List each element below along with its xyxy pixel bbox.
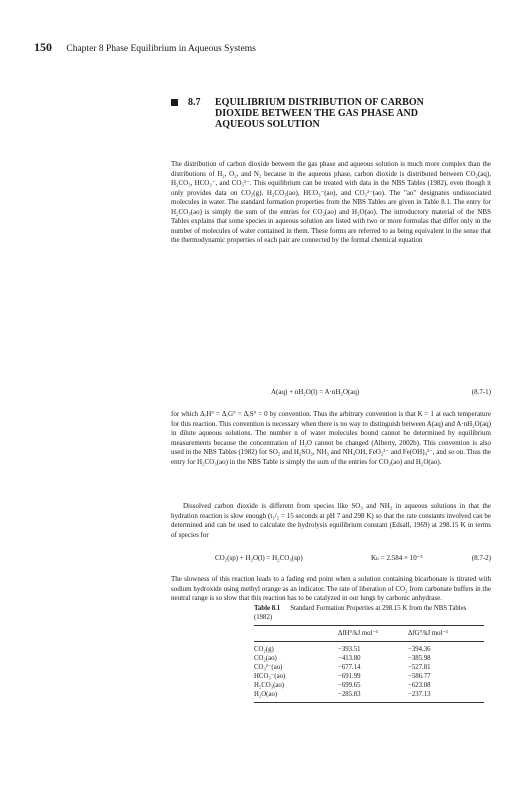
table-cell: −285.83	[338, 691, 361, 698]
table-cell: −691.99	[338, 673, 361, 680]
table-row	[254, 690, 484, 699]
table-header: ΔfG°/kJ mol⁻¹	[408, 630, 449, 637]
table-row	[254, 645, 484, 654]
table-cell: −586.77	[408, 673, 431, 680]
table-caption	[254, 604, 484, 622]
paragraph-4: The slowness of this reaction leads to a fading end point when a solution containing bicarbonate is titrated with sodium hydroxide using methyl orange as an indicator. The rate of liberation of CO₂ from carbonate buffers in the neutral range is so slow that this reaction has to be catalyzed in our lungs by carbonic anhydrase.	[171, 575, 491, 602]
table-cell: CO₃²⁻(ao)	[254, 664, 283, 671]
paragraph-2: for which ΔᵣH° = ΔᵣG° = ΔᵣS° = 0 by convention. Thus the arbitrary convention is that K = 1 at each temperature for this reaction. This convention is necessary when there is no way to distinguish between A(aq) and A·nH₂O(aq) in dilute aqueous solutions. The number n of water molecules bound cannot be determined by equilibrium measurements because the concentration of H₂O cannot be changed (Alberty, 2002b). This convention is also used in the NBS Tables (1982) for SO₂ and H₂SO₃, NH₃ and NH₄OH, FeO₂²⁻ and Fe(OH)₄²⁻, and so on. Thus the entry for H₂CO₃(ao) in the NBS Table is simply the sum of the entries for CO₂(ao) and H₂O(ao).	[171, 410, 491, 466]
paragraph-1: The distribution of carbon dioxide between the gas phase and aqueous solution is much more complex than the distributions of H₂, O₂, and N₂ because in the aqueous phase, carbon dioxide is distributed between CO₂(aq), H₂CO₃, HCO₃⁻, and CO₃²⁻. This equilibrium can be treated with data in the NBS Tables (1982), even though it only provides data on CO₂(g), H₂CO₃(ao), HCO₃⁻(ao), and CO₃²⁻(ao). The "ao" designates undissociated molecules in water. The standard formation properties from the NBS Tables are given in Table 8.1. The entry for H₂CO₃(ao) is simply the sum of the entries for CO₂(ao) and H₂O(ao). The introductory material of the NBS Tables explains that some species in aqueous solution are listed with two or more formulas that differ only in the number of molecules of water contained in them. These forms are referred to as being equivalent in the sense that the thermodynamic properties of each pair are connected by the formal chemical equation	[171, 160, 491, 244]
table-caption-text: Standard Formation Properties at 298.15 K from the NBS Tables (1982)	[254, 605, 467, 621]
table-row	[254, 654, 484, 663]
table-cell: HCO₃⁻(ao)	[254, 673, 286, 680]
table-header: ΔfH°/kJ mol⁻¹	[338, 630, 379, 637]
table-header-rule	[254, 641, 484, 642]
table-cell: −394.36	[408, 646, 431, 653]
table-cell: −385.98	[408, 655, 431, 662]
table-row	[254, 681, 484, 690]
paragraph-3: Dissolved carbon dioxide is different from species like SO₃ and NH₃ in aqueous solutions in that the hydration reaction is slow enough (t₁/₂ = 15 seconds at pH 7 and 298 K) so that the rate constants involved can be determined and can be used to calculate the hydrolysis equilibrium constant (Edsall, 1969) at 298.15 K in terms of species for	[171, 502, 491, 539]
table-cell: H₂O(ao)	[254, 691, 278, 698]
equation-text: CO₂(sp) + H₂O(l) = H₂CO₃(sp)	[215, 554, 303, 562]
table-row	[254, 663, 484, 672]
table-cell: CO₂(g)	[254, 646, 274, 653]
table-cell: −413.80	[338, 655, 361, 662]
section-title: EQUILIBRIUM DISTRIBUTION OF CARBON DIOXIDE BETWEEN THE GAS PHASE AND AQUEOUS SOLUTION	[215, 97, 424, 130]
table-cell: −393.51	[338, 646, 361, 653]
table-label: Table 8.1	[254, 605, 281, 612]
table-cell: −699.65	[338, 682, 361, 689]
table-cell: −677.14	[338, 664, 361, 671]
running-header	[34, 40, 256, 55]
equation-number: (8.7-2)	[471, 554, 491, 562]
table-top-rule	[254, 625, 484, 626]
page-number: 150	[34, 40, 52, 54]
equation-constant: Kₕ = 2.584 × 10⁻³	[371, 554, 423, 562]
table-row	[254, 672, 484, 681]
table-cell: −237.13	[408, 691, 431, 698]
table-cell: −527.81	[408, 664, 431, 671]
equation-8-7-1	[171, 388, 491, 400]
bullet-square-icon	[171, 99, 178, 106]
table-cell: −623.08	[408, 682, 431, 689]
table-bottom-rule	[254, 702, 484, 703]
table-cell: H₂CO₃(ao)	[254, 682, 285, 689]
equation-number: (8.7-1)	[471, 388, 491, 396]
table-8-1	[254, 604, 484, 706]
chapter-title: Chapter 8 Phase Equilibrium in Aqueous Systems	[66, 44, 256, 54]
equation-8-7-2	[171, 554, 491, 566]
table-header-row	[254, 629, 484, 638]
table-cell: CO₂(ao)	[254, 655, 277, 662]
equation-text: A(aq) + nH₂O(l) = A·nH₂O(aq)	[271, 388, 360, 396]
section-number: 8.7	[188, 97, 201, 108]
